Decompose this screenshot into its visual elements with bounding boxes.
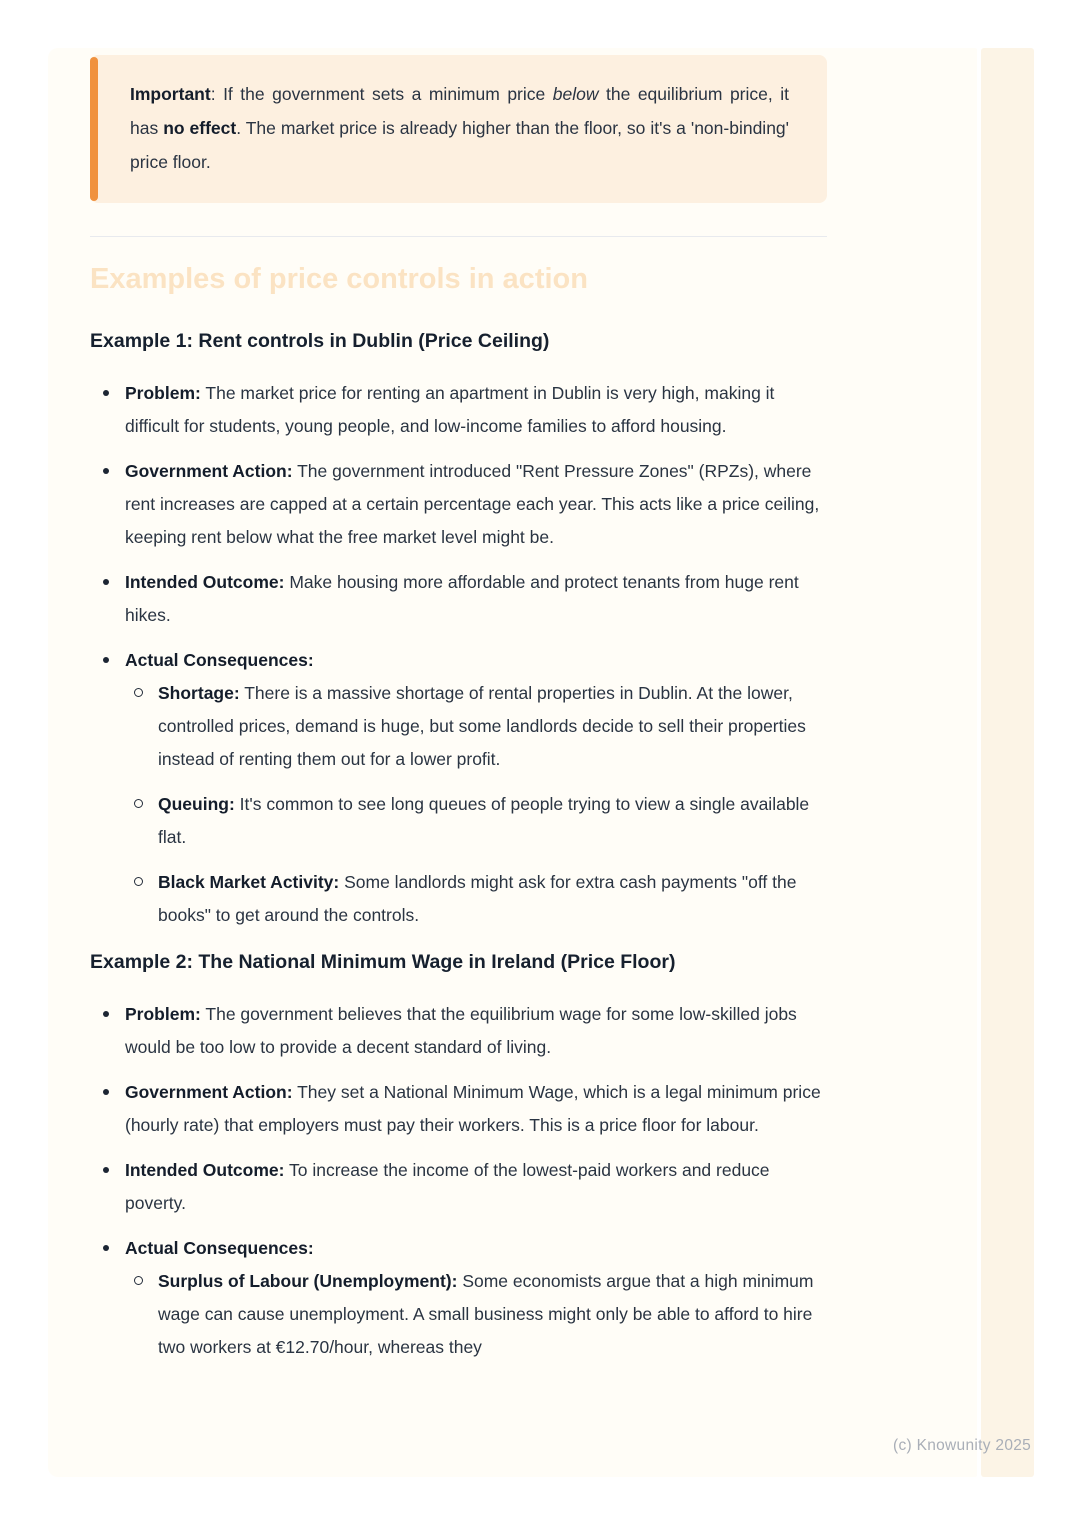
sub-bullet-label: Shortage: bbox=[158, 683, 240, 703]
bullet-label: Government Action: bbox=[125, 1082, 293, 1102]
sub-list-item bbox=[125, 1265, 827, 1364]
bullet-text: The government believes that the equilibrium wage for some low-skilled jobs would be too low to provide a decent standard of living. bbox=[125, 1004, 797, 1057]
bullet-label: Problem: bbox=[125, 1004, 201, 1024]
bullet-label: Actual Consequences: bbox=[125, 650, 314, 670]
knowunity-watermark: (c) Knowunity 2025 bbox=[893, 1437, 1032, 1454]
bullet-text: The government introduced "Rent Pressure Zones" (RPZs), where rent increases are capped at a certain percentage each year. This acts like a price ceiling, keeping rent below what the free market level might be. bbox=[125, 461, 820, 547]
callout-label: Important bbox=[130, 84, 211, 104]
example-2-heading: Example 2: The National Minimum Wage in Ireland (Price Floor) bbox=[90, 951, 676, 973]
list-item bbox=[90, 1154, 827, 1220]
sub-bullet-text: It's common to see long queues of people trying to view a single available flat. bbox=[158, 794, 810, 847]
bullet-label: Actual Consequences: bbox=[125, 1238, 314, 1258]
list-item bbox=[90, 644, 827, 932]
sub-list-item bbox=[125, 677, 827, 776]
document-page bbox=[48, 48, 977, 1477]
example-1-sub-list bbox=[125, 677, 827, 932]
sub-bullet-text: Some economists argue that a high minimum wage can cause unemployment. A small business might only be able to afford to hire two workers at €12.70/hour, whereas they bbox=[158, 1271, 814, 1357]
bullet-text: They set a National Minimum Wage, which is a legal minimum price (hourly rate) that employers must pay their workers. This is a price floor for labour. bbox=[125, 1082, 821, 1135]
callout-bold-no-effect: no effect bbox=[163, 118, 237, 138]
bullet-text: Make housing more affordable and protect tenants from huge rent hikes. bbox=[125, 572, 799, 625]
bullet-label: Problem: bbox=[125, 383, 201, 403]
callout-text-3: . The market price is already higher than the floor, so it's a 'non-binding' price floor. bbox=[130, 118, 789, 172]
sub-bullet-label: Surplus of Labour (Unemployment): bbox=[158, 1271, 458, 1291]
bullet-text: The market price for renting an apartment in Dublin is very high, making it difficult for students, young people, and low-income families to afford housing. bbox=[125, 383, 775, 436]
sub-list-item bbox=[125, 788, 827, 854]
bullet-label: Intended Outcome: bbox=[125, 1160, 285, 1180]
callout-italic-below: below bbox=[552, 84, 599, 104]
callout-text-2: the equilibrium price, it has bbox=[130, 84, 789, 138]
adjacent-page-edge bbox=[981, 48, 1034, 1477]
list-item bbox=[90, 998, 827, 1064]
example-2-list bbox=[90, 998, 827, 1364]
sub-list-item bbox=[125, 866, 827, 932]
sub-bullet-label: Queuing: bbox=[158, 794, 235, 814]
list-item bbox=[90, 1076, 827, 1142]
list-item bbox=[90, 455, 827, 554]
bullet-label: Intended Outcome: bbox=[125, 572, 285, 592]
example-1-heading: Example 1: Rent controls in Dublin (Price Ceiling) bbox=[90, 330, 550, 352]
bullet-label: Government Action: bbox=[125, 461, 293, 481]
page-content bbox=[48, 48, 977, 1364]
important-callout bbox=[90, 55, 827, 203]
horizontal-divider bbox=[90, 236, 827, 237]
example-1-list bbox=[90, 377, 827, 932]
sub-bullet-text: Some landlords might ask for extra cash payments "off the books" to get around the controls. bbox=[158, 872, 797, 925]
callout-text-1: : If the government sets a minimum price bbox=[210, 84, 553, 104]
sub-bullet-text: There is a massive shortage of rental properties in Dublin. At the lower, controlled prices, demand is huge, but some landlords decide to sell their properties instead of renting them out for a lower profit. bbox=[158, 683, 806, 769]
section-heading: Examples of price controls in action bbox=[90, 263, 588, 295]
list-item bbox=[90, 566, 827, 632]
bullet-text: To increase the income of the lowest-paid workers and reduce poverty. bbox=[125, 1160, 770, 1213]
sub-bullet-label: Black Market Activity: bbox=[158, 872, 340, 892]
example-2-sub-list bbox=[125, 1265, 827, 1364]
list-item bbox=[90, 1232, 827, 1364]
list-item bbox=[90, 377, 827, 443]
